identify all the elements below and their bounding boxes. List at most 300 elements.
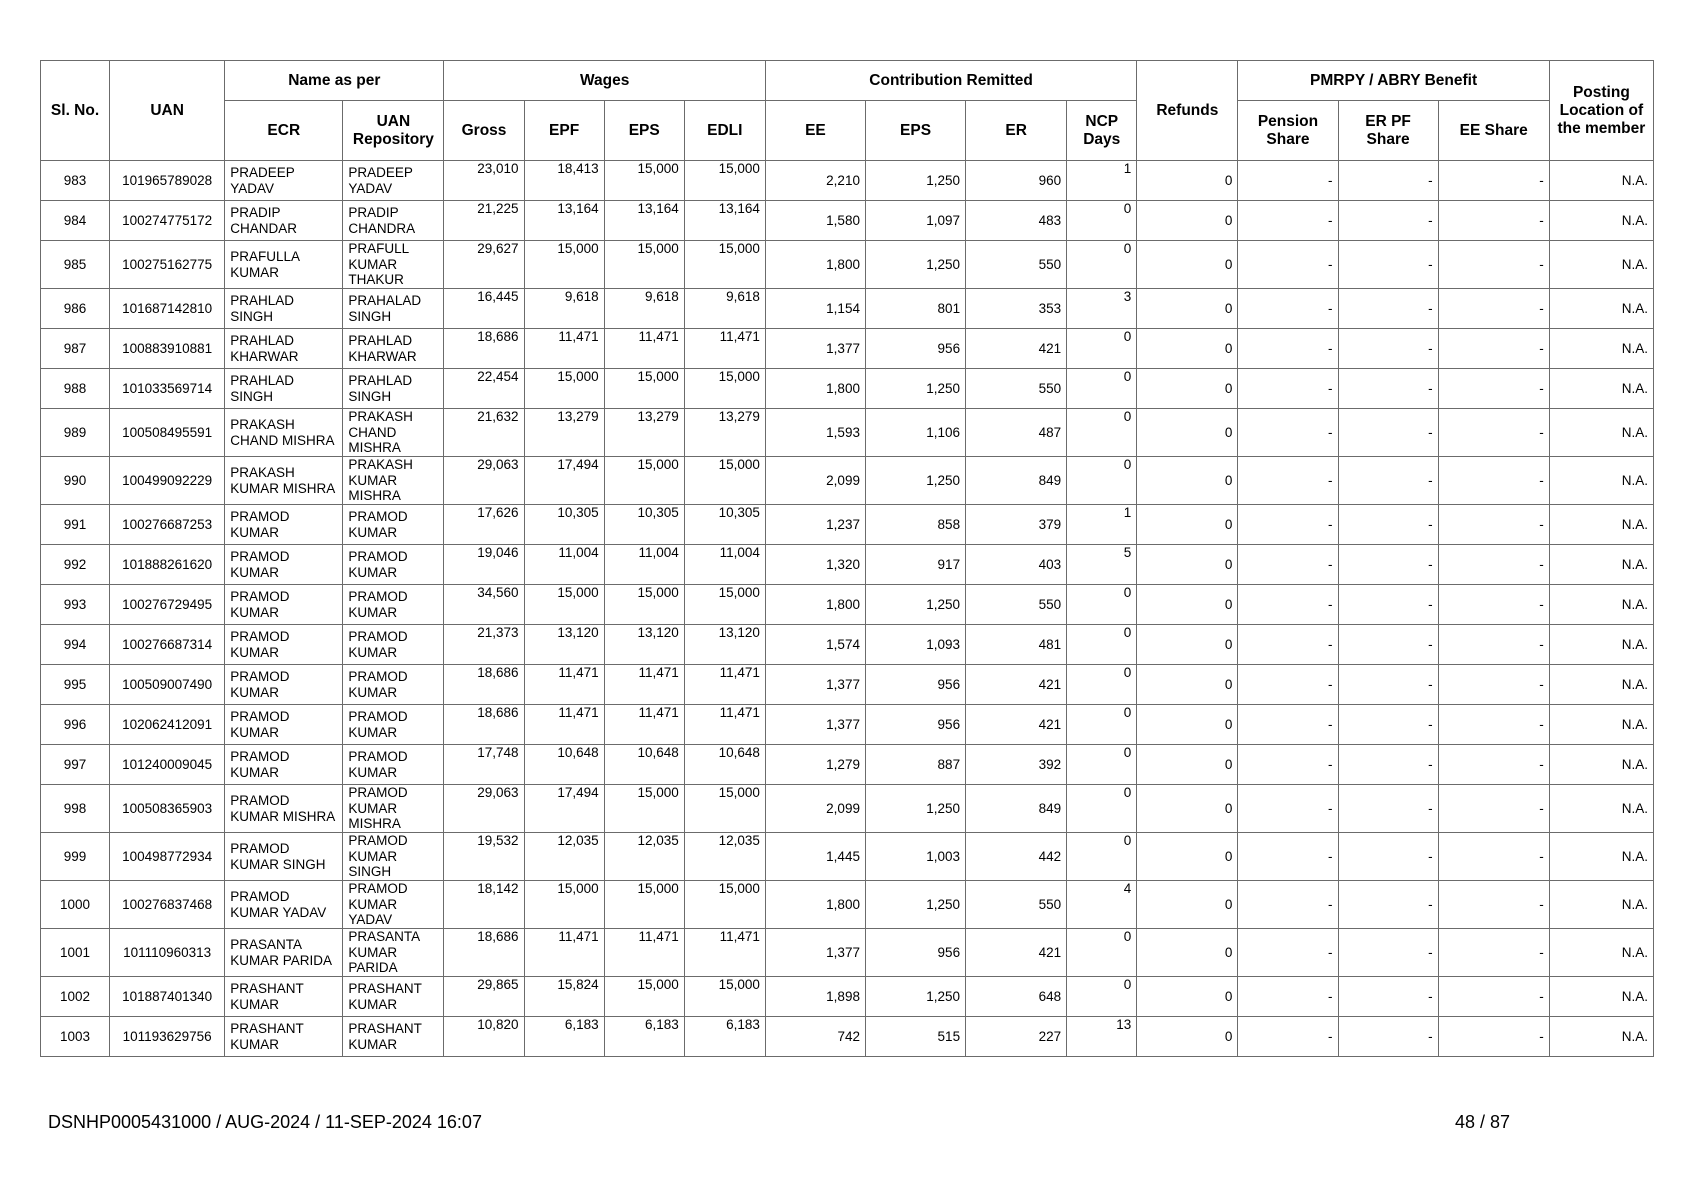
cell-name-uan-repository: PRAMOD KUMAR YADAV xyxy=(343,881,444,929)
table-row xyxy=(41,369,1654,409)
cell-refunds: 0 xyxy=(1137,161,1238,201)
cell-refunds: 0 xyxy=(1137,881,1238,929)
cell-refunds: 0 xyxy=(1137,329,1238,369)
cell-refunds: 0 xyxy=(1137,409,1238,457)
cell-pension-share: - xyxy=(1238,929,1338,977)
cell-epf: 11,471 xyxy=(524,665,604,705)
cell-name-uan-repository: PRAFULL KUMAR THAKUR xyxy=(343,241,444,289)
cell-ee-share: - xyxy=(1438,833,1549,881)
cell-gross: 18,686 xyxy=(444,329,524,369)
cell-uan: 100499092229 xyxy=(110,457,225,505)
cell-contrib-eps: 515 xyxy=(865,1017,965,1057)
header-edli: EDLI xyxy=(684,101,765,161)
cell-edli: 6,183 xyxy=(684,1017,765,1057)
cell-refunds: 0 xyxy=(1137,977,1238,1017)
cell-uan: 100276837468 xyxy=(110,881,225,929)
cell-name-uan-repository: PRAMOD KUMAR xyxy=(343,585,444,625)
table-row xyxy=(41,585,1654,625)
cell-ee: 2,099 xyxy=(765,785,865,833)
cell-er: 550 xyxy=(966,881,1067,929)
cell-gross: 19,532 xyxy=(444,833,524,881)
cell-ncp-days: 0 xyxy=(1067,241,1137,289)
cell-name-uan-repository: PRADEEP YADAV xyxy=(343,161,444,201)
cell-uan: 100276687253 xyxy=(110,505,225,545)
cell-eps: 15,000 xyxy=(604,369,684,409)
cell-er: 421 xyxy=(966,665,1067,705)
cell-er-pf-share: - xyxy=(1338,785,1438,833)
cell-ee-share: - xyxy=(1438,785,1549,833)
cell-edli: 15,000 xyxy=(684,585,765,625)
cell-pension-share: - xyxy=(1238,585,1338,625)
cell-gross: 18,686 xyxy=(444,705,524,745)
cell-name-uan-repository: PRAMOD KUMAR xyxy=(343,505,444,545)
table-row xyxy=(41,409,1654,457)
cell-ee-share: - xyxy=(1438,369,1549,409)
cell-ee-share: - xyxy=(1438,1017,1549,1057)
cell-er-pf-share: - xyxy=(1338,665,1438,705)
cell-er: 648 xyxy=(966,977,1067,1017)
cell-pension-share: - xyxy=(1238,745,1338,785)
cell-uan: 101110960313 xyxy=(110,929,225,977)
cell-eps: 13,164 xyxy=(604,201,684,241)
table-row xyxy=(41,457,1654,505)
cell-ncp-days: 0 xyxy=(1067,929,1137,977)
cell-eps: 11,471 xyxy=(604,705,684,745)
cell-ee: 1,377 xyxy=(765,329,865,369)
cell-epf: 13,120 xyxy=(524,625,604,665)
cell-edli: 12,035 xyxy=(684,833,765,881)
cell-pension-share: - xyxy=(1238,785,1338,833)
cell-epf: 18,413 xyxy=(524,161,604,201)
cell-posting-location: N.A. xyxy=(1549,785,1653,833)
cell-epf: 9,618 xyxy=(524,289,604,329)
cell-uan: 100275162775 xyxy=(110,241,225,289)
cell-name-uan-repository: PRAMOD KUMAR xyxy=(343,745,444,785)
cell-er: 353 xyxy=(966,289,1067,329)
cell-ee-share: - xyxy=(1438,977,1549,1017)
cell-epf: 15,000 xyxy=(524,369,604,409)
cell-contrib-eps: 956 xyxy=(865,705,965,745)
cell-ncp-days: 0 xyxy=(1067,977,1137,1017)
header-sl-no: Sl. No. xyxy=(41,61,110,161)
cell-refunds: 0 xyxy=(1137,369,1238,409)
cell-uan: 102062412091 xyxy=(110,705,225,745)
cell-pension-share: - xyxy=(1238,881,1338,929)
cell-ee-share: - xyxy=(1438,665,1549,705)
cell-ee-share: - xyxy=(1438,705,1549,745)
cell-ee-share: - xyxy=(1438,201,1549,241)
cell-ee: 1,593 xyxy=(765,409,865,457)
cell-name-uan-repository: PRAKASH CHAND MISHRA xyxy=(343,409,444,457)
cell-ncp-days: 4 xyxy=(1067,881,1137,929)
cell-er: 849 xyxy=(966,785,1067,833)
cell-uan: 100508495591 xyxy=(110,409,225,457)
header-ecr: ECR xyxy=(225,101,343,161)
cell-gross: 18,686 xyxy=(444,665,524,705)
cell-name-uan-repository: PRASHANT KUMAR xyxy=(343,977,444,1017)
cell-refunds: 0 xyxy=(1137,929,1238,977)
cell-eps: 15,000 xyxy=(604,881,684,929)
cell-eps: 11,471 xyxy=(604,929,684,977)
cell-uan: 101240009045 xyxy=(110,745,225,785)
table-row xyxy=(41,201,1654,241)
cell-eps: 11,471 xyxy=(604,665,684,705)
cell-gross: 29,063 xyxy=(444,785,524,833)
cell-name-uan-repository: PRAHLAD SINGH xyxy=(343,369,444,409)
cell-er: 403 xyxy=(966,545,1067,585)
cell-ncp-days: 0 xyxy=(1067,745,1137,785)
cell-ee: 2,099 xyxy=(765,457,865,505)
cell-epf: 12,035 xyxy=(524,833,604,881)
cell-gross: 17,626 xyxy=(444,505,524,545)
cell-er: 550 xyxy=(966,241,1067,289)
cell-posting-location: N.A. xyxy=(1549,745,1653,785)
cell-eps: 15,000 xyxy=(604,585,684,625)
cell-gross: 16,445 xyxy=(444,289,524,329)
cell-ee: 1,800 xyxy=(765,369,865,409)
cell-eps: 13,120 xyxy=(604,625,684,665)
cell-name-ecr: PRASANTA KUMAR PARIDA xyxy=(225,929,343,977)
cell-ncp-days: 0 xyxy=(1067,329,1137,369)
cell-contrib-eps: 956 xyxy=(865,329,965,369)
cell-er: 442 xyxy=(966,833,1067,881)
cell-er-pf-share: - xyxy=(1338,833,1438,881)
cell-edli: 13,279 xyxy=(684,409,765,457)
cell-name-ecr: PRAMOD KUMAR xyxy=(225,505,343,545)
cell-name-uan-repository: PRAMOD KUMAR xyxy=(343,625,444,665)
cell-ee: 1,154 xyxy=(765,289,865,329)
cell-edli: 15,000 xyxy=(684,369,765,409)
cell-posting-location: N.A. xyxy=(1549,505,1653,545)
cell-er-pf-share: - xyxy=(1338,161,1438,201)
cell-ncp-days: 5 xyxy=(1067,545,1137,585)
header-uan: UAN xyxy=(110,61,225,161)
cell-name-uan-repository: PRAMOD KUMAR xyxy=(343,545,444,585)
cell-epf: 17,494 xyxy=(524,457,604,505)
cell-name-ecr: PRAMOD KUMAR xyxy=(225,745,343,785)
cell-contrib-eps: 858 xyxy=(865,505,965,545)
table-row xyxy=(41,785,1654,833)
cell-refunds: 0 xyxy=(1137,625,1238,665)
cell-pension-share: - xyxy=(1238,505,1338,545)
cell-gross: 21,632 xyxy=(444,409,524,457)
cell-name-ecr: PRAFULLA KUMAR xyxy=(225,241,343,289)
cell-ncp-days: 3 xyxy=(1067,289,1137,329)
cell-eps: 15,000 xyxy=(604,241,684,289)
cell-ee-share: - xyxy=(1438,289,1549,329)
cell-sl-no: 990 xyxy=(41,457,110,505)
table-row xyxy=(41,241,1654,289)
cell-name-ecr: PRAKASH KUMAR MISHRA xyxy=(225,457,343,505)
table-row xyxy=(41,929,1654,977)
cell-pension-share: - xyxy=(1238,409,1338,457)
cell-epf: 11,471 xyxy=(524,329,604,369)
cell-sl-no: 985 xyxy=(41,241,110,289)
cell-name-ecr: PRAMOD KUMAR YADAV xyxy=(225,881,343,929)
cell-name-uan-repository: PRAMOD KUMAR SINGH xyxy=(343,833,444,881)
cell-gross: 29,063 xyxy=(444,457,524,505)
table-row xyxy=(41,329,1654,369)
cell-edli: 15,000 xyxy=(684,161,765,201)
cell-contrib-eps: 956 xyxy=(865,665,965,705)
cell-er: 227 xyxy=(966,1017,1067,1057)
cell-posting-location: N.A. xyxy=(1549,329,1653,369)
cell-edli: 11,471 xyxy=(684,665,765,705)
cell-gross: 21,373 xyxy=(444,625,524,665)
cell-gross: 10,820 xyxy=(444,1017,524,1057)
cell-epf: 15,000 xyxy=(524,241,604,289)
cell-sl-no: 994 xyxy=(41,625,110,665)
cell-ee-share: - xyxy=(1438,625,1549,665)
cell-ncp-days: 0 xyxy=(1067,201,1137,241)
cell-er: 421 xyxy=(966,929,1067,977)
cell-edli: 11,471 xyxy=(684,705,765,745)
table-row xyxy=(41,505,1654,545)
cell-ee: 742 xyxy=(765,1017,865,1057)
cell-ncp-days: 0 xyxy=(1067,409,1137,457)
cell-uan: 100509007490 xyxy=(110,665,225,705)
table-row xyxy=(41,881,1654,929)
cell-sl-no: 986 xyxy=(41,289,110,329)
table-row xyxy=(41,977,1654,1017)
cell-name-ecr: PRAMOD KUMAR xyxy=(225,705,343,745)
cell-pension-share: - xyxy=(1238,625,1338,665)
table-row xyxy=(41,289,1654,329)
cell-gross: 29,627 xyxy=(444,241,524,289)
cell-name-ecr: PRAMOD KUMAR xyxy=(225,665,343,705)
cell-name-ecr: PRAMOD KUMAR SINGH xyxy=(225,833,343,881)
cell-uan: 101687142810 xyxy=(110,289,225,329)
cell-uan: 101033569714 xyxy=(110,369,225,409)
cell-posting-location: N.A. xyxy=(1549,201,1653,241)
cell-pension-share: - xyxy=(1238,833,1338,881)
cell-edli: 15,000 xyxy=(684,241,765,289)
header-ee: EE xyxy=(765,101,865,161)
cell-gross: 18,142 xyxy=(444,881,524,929)
cell-name-uan-repository: PRAHLAD KHARWAR xyxy=(343,329,444,369)
cell-posting-location: N.A. xyxy=(1549,1017,1653,1057)
cell-contrib-eps: 917 xyxy=(865,545,965,585)
cell-name-ecr: PRASHANT KUMAR xyxy=(225,977,343,1017)
cell-ncp-days: 0 xyxy=(1067,369,1137,409)
cell-name-uan-repository: PRAKASH KUMAR MISHRA xyxy=(343,457,444,505)
cell-posting-location: N.A. xyxy=(1549,457,1653,505)
header-gross: Gross xyxy=(444,101,524,161)
cell-ee-share: - xyxy=(1438,585,1549,625)
cell-epf: 11,004 xyxy=(524,545,604,585)
cell-gross: 23,010 xyxy=(444,161,524,201)
cell-ee-share: - xyxy=(1438,545,1549,585)
header-contrib-eps: EPS xyxy=(865,101,965,161)
cell-er: 483 xyxy=(966,201,1067,241)
cell-ee: 1,580 xyxy=(765,201,865,241)
cell-er: 421 xyxy=(966,329,1067,369)
cell-refunds: 0 xyxy=(1137,241,1238,289)
cell-refunds: 0 xyxy=(1137,833,1238,881)
cell-ee-share: - xyxy=(1438,329,1549,369)
cell-contrib-eps: 1,250 xyxy=(865,977,965,1017)
header-refunds: Refunds xyxy=(1137,61,1238,161)
cell-refunds: 0 xyxy=(1137,785,1238,833)
cell-eps: 11,471 xyxy=(604,329,684,369)
table-row xyxy=(41,745,1654,785)
cell-ee: 1,377 xyxy=(765,665,865,705)
cell-pension-share: - xyxy=(1238,457,1338,505)
cell-name-ecr: PRAHLAD SINGH xyxy=(225,289,343,329)
cell-name-ecr: PRAMOD KUMAR xyxy=(225,585,343,625)
table-body xyxy=(41,161,1654,1057)
cell-ncp-days: 0 xyxy=(1067,585,1137,625)
cell-er-pf-share: - xyxy=(1338,505,1438,545)
header-pension-share: Pension Share xyxy=(1238,101,1338,161)
cell-er-pf-share: - xyxy=(1338,409,1438,457)
cell-posting-location: N.A. xyxy=(1549,977,1653,1017)
cell-ncp-days: 0 xyxy=(1067,705,1137,745)
cell-edli: 11,471 xyxy=(684,929,765,977)
cell-name-ecr: PRAMOD KUMAR xyxy=(225,625,343,665)
cell-name-ecr: PRAKASH CHAND MISHRA xyxy=(225,409,343,457)
table-row xyxy=(41,161,1654,201)
cell-refunds: 0 xyxy=(1137,545,1238,585)
cell-ee: 1,377 xyxy=(765,929,865,977)
cell-pension-share: - xyxy=(1238,241,1338,289)
page-number: 48 / 87 xyxy=(1454,1112,1510,1132)
cell-ee: 2,210 xyxy=(765,161,865,201)
cell-sl-no: 991 xyxy=(41,505,110,545)
cell-refunds: 0 xyxy=(1137,705,1238,745)
cell-sl-no: 992 xyxy=(41,545,110,585)
cell-refunds: 0 xyxy=(1137,505,1238,545)
cell-refunds: 0 xyxy=(1137,665,1238,705)
cell-ncp-days: 1 xyxy=(1067,505,1137,545)
cell-er-pf-share: - xyxy=(1338,745,1438,785)
cell-edli: 15,000 xyxy=(684,457,765,505)
table-row xyxy=(41,705,1654,745)
cell-edli: 15,000 xyxy=(684,785,765,833)
cell-contrib-eps: 1,250 xyxy=(865,457,965,505)
cell-pension-share: - xyxy=(1238,201,1338,241)
cell-uan: 101965789028 xyxy=(110,161,225,201)
cell-posting-location: N.A. xyxy=(1549,881,1653,929)
cell-ncp-days: 0 xyxy=(1067,457,1137,505)
cell-edli: 13,120 xyxy=(684,625,765,665)
cell-er-pf-share: - xyxy=(1338,545,1438,585)
cell-posting-location: N.A. xyxy=(1549,409,1653,457)
cell-gross: 29,865 xyxy=(444,977,524,1017)
header-ncp-days: NCP Days xyxy=(1067,101,1137,161)
cell-contrib-eps: 1,003 xyxy=(865,833,965,881)
cell-ee-share: - xyxy=(1438,409,1549,457)
cell-contrib-eps: 801 xyxy=(865,289,965,329)
cell-contrib-eps: 1,250 xyxy=(865,785,965,833)
header-pmrpy-abry-benefit: PMRPY / ABRY Benefit xyxy=(1238,61,1549,101)
cell-eps: 6,183 xyxy=(604,1017,684,1057)
cell-refunds: 0 xyxy=(1137,289,1238,329)
cell-ee: 1,800 xyxy=(765,881,865,929)
cell-ncp-days: 13 xyxy=(1067,1017,1137,1057)
cell-sl-no: 998 xyxy=(41,785,110,833)
cell-er: 550 xyxy=(966,369,1067,409)
cell-sl-no: 983 xyxy=(41,161,110,201)
header-wages: Wages xyxy=(444,61,765,101)
cell-eps: 10,648 xyxy=(604,745,684,785)
cell-contrib-eps: 1,106 xyxy=(865,409,965,457)
cell-name-ecr: PRAHLAD KHARWAR xyxy=(225,329,343,369)
cell-uan: 100498772934 xyxy=(110,833,225,881)
cell-pension-share: - xyxy=(1238,329,1338,369)
cell-posting-location: N.A. xyxy=(1549,625,1653,665)
cell-sl-no: 1003 xyxy=(41,1017,110,1057)
header-contribution-remitted: Contribution Remitted xyxy=(765,61,1136,101)
cell-uan: 100508365903 xyxy=(110,785,225,833)
cell-ee-share: - xyxy=(1438,745,1549,785)
cell-edli: 9,618 xyxy=(684,289,765,329)
cell-edli: 10,305 xyxy=(684,505,765,545)
cell-er: 379 xyxy=(966,505,1067,545)
cell-refunds: 0 xyxy=(1137,201,1238,241)
cell-contrib-eps: 1,250 xyxy=(865,241,965,289)
cell-ee: 1,574 xyxy=(765,625,865,665)
cell-sl-no: 993 xyxy=(41,585,110,625)
header-er-pf-share: ER PF Share xyxy=(1338,101,1438,161)
cell-sl-no: 987 xyxy=(41,329,110,369)
cell-epf: 17,494 xyxy=(524,785,604,833)
cell-sl-no: 995 xyxy=(41,665,110,705)
cell-ee-share: - xyxy=(1438,241,1549,289)
cell-ee: 1,800 xyxy=(765,241,865,289)
cell-sl-no: 1000 xyxy=(41,881,110,929)
cell-ee-share: - xyxy=(1438,505,1549,545)
cell-name-uan-repository: PRADIP CHANDRA xyxy=(343,201,444,241)
cell-posting-location: N.A. xyxy=(1549,833,1653,881)
cell-ee: 1,898 xyxy=(765,977,865,1017)
cell-er-pf-share: - xyxy=(1338,241,1438,289)
cell-posting-location: N.A. xyxy=(1549,929,1653,977)
cell-ncp-days: 1 xyxy=(1067,161,1137,201)
cell-eps: 15,000 xyxy=(604,977,684,1017)
cell-eps: 15,000 xyxy=(604,161,684,201)
cell-contrib-eps: 1,250 xyxy=(865,881,965,929)
cell-name-ecr: PRAMOD KUMAR xyxy=(225,545,343,585)
cell-posting-location: N.A. xyxy=(1549,241,1653,289)
cell-epf: 11,471 xyxy=(524,929,604,977)
cell-eps: 15,000 xyxy=(604,785,684,833)
cell-refunds: 0 xyxy=(1137,457,1238,505)
cell-ncp-days: 0 xyxy=(1067,665,1137,705)
cell-ncp-days: 0 xyxy=(1067,785,1137,833)
cell-er-pf-share: - xyxy=(1338,289,1438,329)
cell-edli: 11,471 xyxy=(684,329,765,369)
cell-sl-no: 1002 xyxy=(41,977,110,1017)
cell-sl-no: 997 xyxy=(41,745,110,785)
cell-gross: 21,225 xyxy=(444,201,524,241)
cell-name-ecr: PRAMOD KUMAR MISHRA xyxy=(225,785,343,833)
cell-sl-no: 996 xyxy=(41,705,110,745)
cell-ncp-days: 0 xyxy=(1067,833,1137,881)
cell-name-ecr: PRAHLAD SINGH xyxy=(225,369,343,409)
cell-contrib-eps: 1,093 xyxy=(865,625,965,665)
cell-epf: 11,471 xyxy=(524,705,604,745)
table-row xyxy=(41,665,1654,705)
cell-pension-share: - xyxy=(1238,977,1338,1017)
cell-sl-no: 988 xyxy=(41,369,110,409)
cell-refunds: 0 xyxy=(1137,1017,1238,1057)
cell-uan: 100883910881 xyxy=(110,329,225,369)
cell-sl-no: 1001 xyxy=(41,929,110,977)
cell-eps: 13,279 xyxy=(604,409,684,457)
cell-contrib-eps: 1,097 xyxy=(865,201,965,241)
cell-er-pf-share: - xyxy=(1338,977,1438,1017)
